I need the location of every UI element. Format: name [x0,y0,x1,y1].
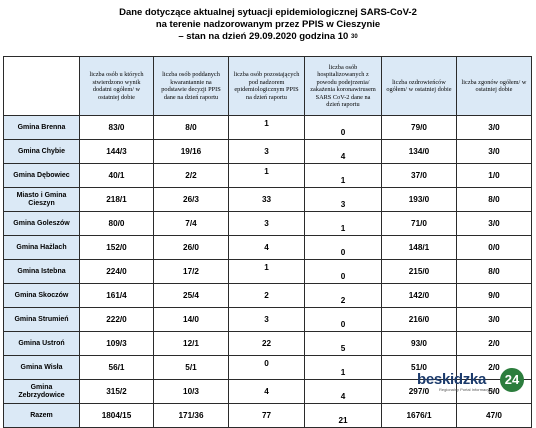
table-row [4,188,532,212]
table-cell: 1/0 [457,164,532,188]
table-cell: 22 [229,332,305,356]
table-cell: 1 [229,116,305,140]
table-cell: 1676/1 [382,404,457,428]
table-cell: 10/3 [154,380,229,404]
table-cell: 297/0 [382,380,457,404]
beskidzka24-logo [417,371,520,393]
row-label: Gmina Dębowiec [4,164,80,188]
row-label: Gmina Goleszów [4,212,80,236]
table-cell: 3 [229,308,305,332]
table-cell: 1 [305,356,382,380]
table-cell: 152/0 [80,236,154,260]
table-cell: 216/0 [382,308,457,332]
table-cell: 3 [229,212,305,236]
table-cell: 93/0 [382,332,457,356]
table-cell: 134/0 [382,140,457,164]
table-cell: 3 [229,140,305,164]
table-cell: 25/4 [154,284,229,308]
table-cell: 161/4 [80,284,154,308]
table-cell: 26/3 [154,188,229,212]
title-line-1: Dane dotyczące aktualnej sytuacji epidemiologicznej SARS-CoV-2 [119,7,417,18]
row-label: Gmina Chybie [4,140,80,164]
row-label: Gmina Brenna [4,116,80,140]
table-cell: 79/0 [382,116,457,140]
table-cell: 37/0 [382,164,457,188]
table-cell: 1 [229,164,305,188]
table-cell: 3/0 [457,140,532,164]
row-label: Gmina Ustroń [4,332,80,356]
table-cell: 26/0 [154,236,229,260]
table-cell: 2/0 [457,332,532,356]
row-label: Gmina Skoczów [4,284,80,308]
table-row [4,260,532,284]
table-cell: 3/0 [457,308,532,332]
table-cell: 3/0 [457,116,532,140]
row-label: Gmina Strumień [4,308,80,332]
table-cell: 71/0 [382,212,457,236]
table-cell: 4 [305,380,382,404]
table-row [4,212,532,236]
table-cell: 56/1 [80,356,154,380]
table-cell: 4 [229,236,305,260]
table-cell: 5/0 [457,380,532,404]
table-row [4,404,532,428]
table-cell: 171/36 [154,404,229,428]
table-cell: 12/1 [154,332,229,356]
table-row [4,140,532,164]
table-cell: 4 [229,380,305,404]
table-cell: 21 [305,404,382,428]
table-row [4,164,532,188]
header-corner [4,57,80,116]
row-label: Gmina Wisła [4,356,80,380]
table-cell: 142/0 [382,284,457,308]
table-cell: 224/0 [80,260,154,284]
table-cell: 193/0 [382,188,457,212]
table-cell: 0 [305,308,382,332]
table-cell: 144/3 [80,140,154,164]
table-cell: 8/0 [457,260,532,284]
table-cell: 109/3 [80,332,154,356]
table-row [4,308,532,332]
table-cell: 3 [305,188,382,212]
table-cell: 0 [305,116,382,140]
title-line-3 [0,31,536,43]
report-date: – stan na dzień 29.09.2020 godzina 10 [178,31,349,42]
report-minutes: 30 [350,34,358,40]
table-row [4,284,532,308]
table-cell: 4 [305,140,382,164]
table-cell: 0 [305,260,382,284]
table-cell: 83/0 [80,116,154,140]
logo-badge: 24 [500,368,524,392]
column-header: liczba zgonów ogółem/ w ostatniej dobie [457,57,532,116]
table-cell: 215/0 [382,260,457,284]
table-cell: 77 [229,404,305,428]
column-header: liczba ozdrowieńców ogółem/ w ostatniej dobie [382,57,457,116]
column-header: liczba osób pozostających pod nadzorem epidemiologicznym PPIS na dzień raportu [229,57,305,116]
column-header: liczba osób hospitalizowanych z powodu podejrzenia/ zakażenia koronawirusem SARS CoV-2 dane na dzień raportu [305,57,382,116]
report-title [0,7,536,43]
logo-wordmark: beskidzka [417,371,487,388]
table-cell: 5 [305,332,382,356]
table-cell: 47/0 [457,404,532,428]
table-cell: 0/0 [457,236,532,260]
table-cell: 40/1 [80,164,154,188]
table-cell: 2/0 [457,356,532,380]
table-cell: 8/0 [154,116,229,140]
table-cell: 8/0 [457,188,532,212]
table-cell: 1804/15 [80,404,154,428]
table-cell: 17/2 [154,260,229,284]
table-cell: 2 [229,284,305,308]
row-label: Miasto i Gmina Cieszyn [4,188,80,212]
table-cell: 33 [229,188,305,212]
title-line-2: na terenie nadzorowanym przez PPIS w Cieszynie [155,19,381,30]
table-cell: 9/0 [457,284,532,308]
table-cell: 315/2 [80,380,154,404]
table-row [4,332,532,356]
row-label: Gmina Hażlach [4,236,80,260]
table-cell: 2/2 [154,164,229,188]
row-label: Gmina Zebrzydowice [4,380,80,404]
logo-tagline: Regionalny Portal Informacyjny [439,387,495,392]
table-header-row [4,57,532,116]
table-cell: 1 [229,260,305,284]
row-label: Gmina Istebna [4,260,80,284]
table-cell: 0 [305,236,382,260]
table-cell: 51/0 [382,356,457,380]
table-row [4,116,532,140]
table-cell: 80/0 [80,212,154,236]
table-row [4,236,532,260]
column-header: liczba osób poddanych kwarantannie na podstawie decyzji PPIS dane na dzień raportu [154,57,229,116]
table-cell: 218/1 [80,188,154,212]
row-label: Razem [4,404,80,428]
table-cell: 222/0 [80,308,154,332]
table-cell: 2 [305,284,382,308]
table-cell: 3/0 [457,212,532,236]
table-cell: 0 [229,356,305,380]
table-cell: 7/4 [154,212,229,236]
column-header: liczba osób u których stwierdzono wynik dodatni ogółem/ w ostatniej dobie [80,57,154,116]
table-cell: 14/0 [154,308,229,332]
table-cell: 5/1 [154,356,229,380]
table-cell: 1 [305,212,382,236]
table-cell: 19/16 [154,140,229,164]
table-cell: 1 [305,164,382,188]
table-cell: 148/1 [382,236,457,260]
